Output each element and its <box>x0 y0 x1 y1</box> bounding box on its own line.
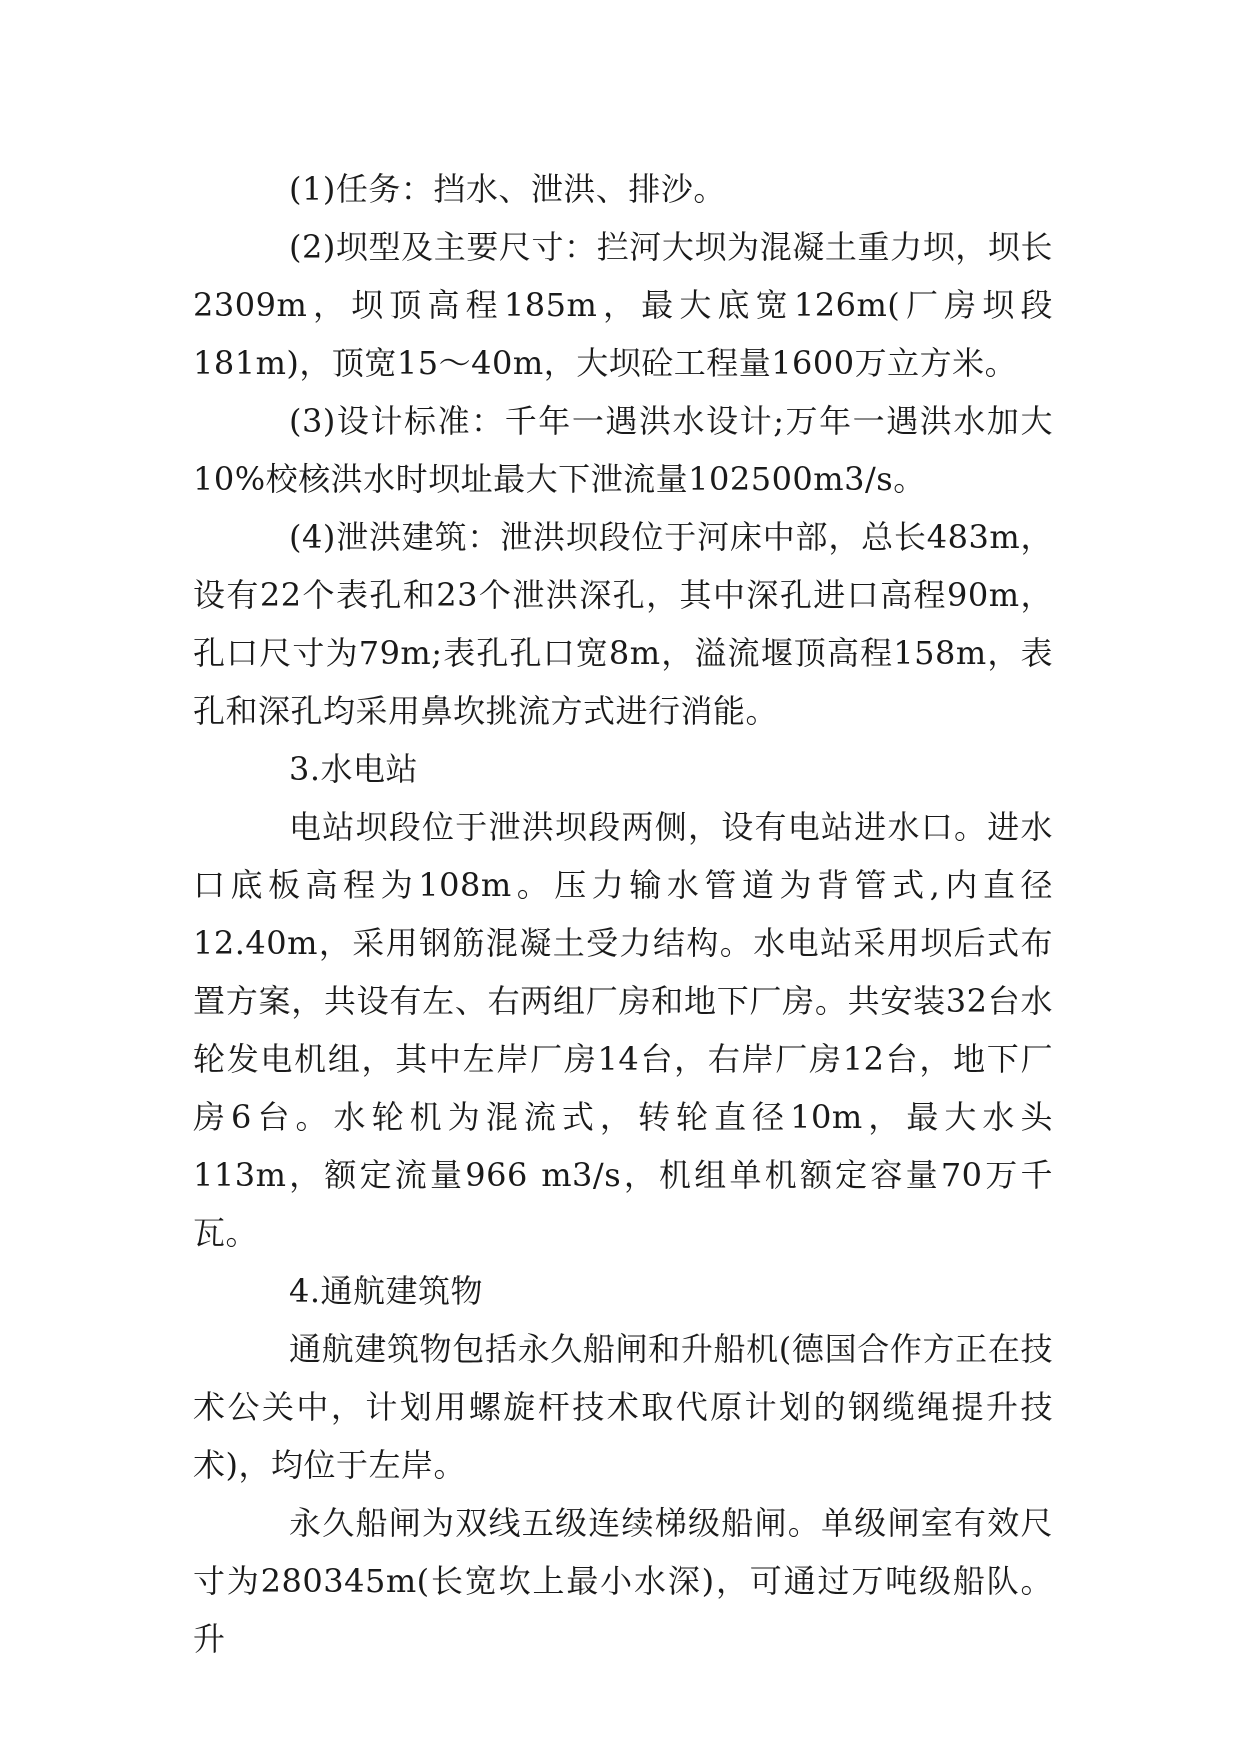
document-body <box>193 160 1053 1668</box>
section-heading-navigation: 4.通航建筑物 <box>289 1272 484 1310</box>
section-heading-hydropower: 3.水电站 <box>289 750 419 788</box>
paragraph-navigation-structures: 通航建筑物包括永久船闸和升船机(德国合作方正在技术公关中，计划用螺旋杆技术取代原计划的钢缆绳提升技术)，均位于左岸。 <box>193 1330 1053 1484</box>
paragraph-ship-lock: 永久船闸为双线五级连续梯级船闸。单级闸室有效尺寸为280345m(长宽坎上最小水深)，可通过万吨级船队。升 <box>193 1504 1053 1658</box>
paragraph-design-standard: (3)设计标准：千年一遇洪水设计;万年一遇洪水加大10%校核洪水时坝址最大下泄流量102500m3/s。 <box>193 402 1053 498</box>
paragraph-flood-discharge: (4)泄洪建筑：泄洪坝段位于河床中部，总长483m，设有22个表孔和23个泄洪深孔，其中深孔进口高程90m，孔口尺寸为79m;表孔孔口宽8m，溢流堰顶高程158m，表孔和深孔均采用鼻坎挑流方式进行消能。 <box>193 518 1053 730</box>
paragraph-hydropower-station: 电站坝段位于泄洪坝段两侧，设有电站进水口。进水口底板高程为108m。压力输水管道为背管式,内直径12.40m，采用钢筋混凝土受力结构。水电站采用坝后式布置方案，共设有左、右两组厂房和地下厂房。共安装32台水轮发电机组，其中左岸厂房14台，右岸厂房12台，地下厂房6台。水轮机为混流式，转轮直径10m，最大水头113m，额定流量966 m3/s，机组单机额定容量70万千瓦。 <box>193 808 1053 1252</box>
paragraph-task: (1)任务：挡水、泄洪、排沙。 <box>289 170 726 208</box>
paragraph-dam-type: (2)坝型及主要尺寸：拦河大坝为混凝土重力坝，坝长2309m，坝顶高程185m，最大底宽126m(厂房坝段181m)，顶宽15～40m，大坝砼工程量1600万立方米。 <box>193 228 1053 382</box>
